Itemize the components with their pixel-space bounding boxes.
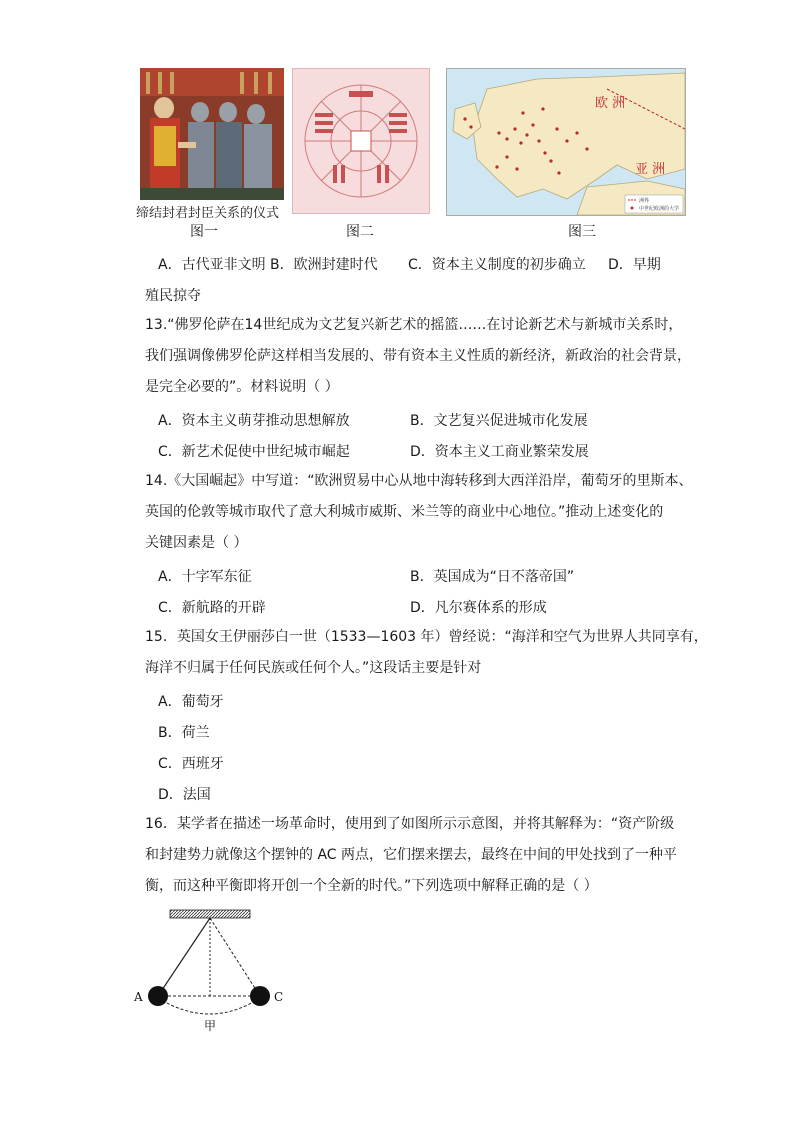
q12-option-c: C．资本主义制度的初步确立 (408, 257, 586, 273)
fig1-label: 图一 (190, 224, 218, 240)
q15-option-d: D．法国 (158, 787, 211, 803)
pendulum-bob-a (148, 986, 168, 1006)
europe-universities-map (447, 69, 685, 215)
q14-option-d: D．凡尔赛体系的形成 (410, 600, 547, 616)
pendulum-arc (158, 998, 260, 1014)
q14-line-1: 14.《大国崛起》中写道：“欧洲贸易中心从地中海转移到大西洋沿岸，葡萄牙的里斯本、 (145, 473, 693, 489)
q12-option-d: D．早期 (608, 257, 661, 273)
q15-option-c: C．西班牙 (158, 756, 224, 772)
q12-option-a: A．古代亚非文明 (158, 257, 266, 273)
pendulum-label-a: A (134, 990, 143, 1004)
q14-option-c: C．新航路的开辟 (158, 600, 266, 616)
q12-option-d-cont: 殖民掠夺 (145, 288, 201, 304)
fig2-city-plan (292, 68, 430, 214)
q15-option-a: A．葡萄牙 (158, 694, 224, 710)
pendulum-bob-c (250, 986, 270, 1006)
q13-option-b: B．文艺复兴促进城市化发展 (410, 413, 588, 429)
q14-line-2: 英国的伦敦等城市取代了意大利城市威斯、米兰等的商业中心地位。”推动上述变化的 (145, 504, 664, 520)
q13-option-d: D．资本主义工商业繁荣发展 (410, 444, 589, 460)
pendulum-label-jia: 甲 (204, 1019, 217, 1033)
pendulum-support (170, 910, 250, 918)
q14-line-3: 关键因素是（ ） (145, 535, 248, 551)
q13-line-3: 是完全必要的”。材料说明（ ） (145, 379, 339, 395)
map-asia-label: 亚 洲 (635, 162, 666, 177)
q14-option-b: B．英国成为“日不落帝国” (410, 569, 575, 585)
fig3-label: 图三 (568, 224, 596, 240)
map-legend-university: 中世纪欧洲的大学 (639, 206, 680, 212)
q14-option-a: A．十字军东征 (158, 569, 252, 585)
fig2-label: 图二 (346, 224, 374, 240)
map-legend-border: 洲界 (639, 198, 650, 204)
q13-option-a: A．资本主义萌芽推动思想解放 (158, 413, 350, 429)
q16-line-1: 16．某学者在描述一场革命时，使用到了如图所示示意图，并将其解释为：“资产阶级 (145, 816, 675, 832)
pendulum-string-dashed (210, 918, 260, 996)
pendulum-string-solid (158, 918, 210, 996)
q15-line-1: 15．英国女王伊丽莎白一世（1533—1603 年）曾经说：“海洋和空气为世界人共同享有， (145, 629, 708, 645)
q12-option-b: B．欧洲封建时代 (270, 257, 378, 273)
pendulum-label-c: C (274, 990, 284, 1004)
medieval-ceremony-image (140, 68, 284, 200)
q13-option-c: C．新艺术促使中世纪城市崛起 (158, 444, 350, 460)
figures-row (136, 68, 696, 243)
city-plan-image (293, 69, 429, 213)
q15-option-b: B．荷兰 (158, 725, 210, 741)
fig3-map (446, 68, 686, 216)
pendulum-diagram (128, 906, 298, 1036)
map-europe-label: 欧 洲 (595, 96, 626, 111)
q13-line-1: 13.“佛罗伦萨在14世纪成为文艺复兴新艺术的摇篮……在讨论新艺术与新城市关系时， (145, 317, 683, 333)
fig1-painting (140, 68, 284, 200)
fig1-caption: 缔结封君封臣关系的仪式 (136, 206, 280, 221)
q15-line-2: 海洋不归属于任何民族或任何个人。”这段话主要是针对 (145, 660, 482, 676)
q13-line-2: 我们强调像佛罗伦萨这样相当发展的、带有资本主义性质的新经济，新政治的社会背景， (145, 348, 691, 364)
q16-line-2: 和封建势力就像这个摆钟的 AC 两点，它们摆来摆去，最终在中间的甲处找到了一种平 (145, 847, 678, 863)
q16-line-3: 衡，而这种平衡即将开创一个全新的时代。”下列选项中解释正确的是（ ） (145, 878, 598, 894)
